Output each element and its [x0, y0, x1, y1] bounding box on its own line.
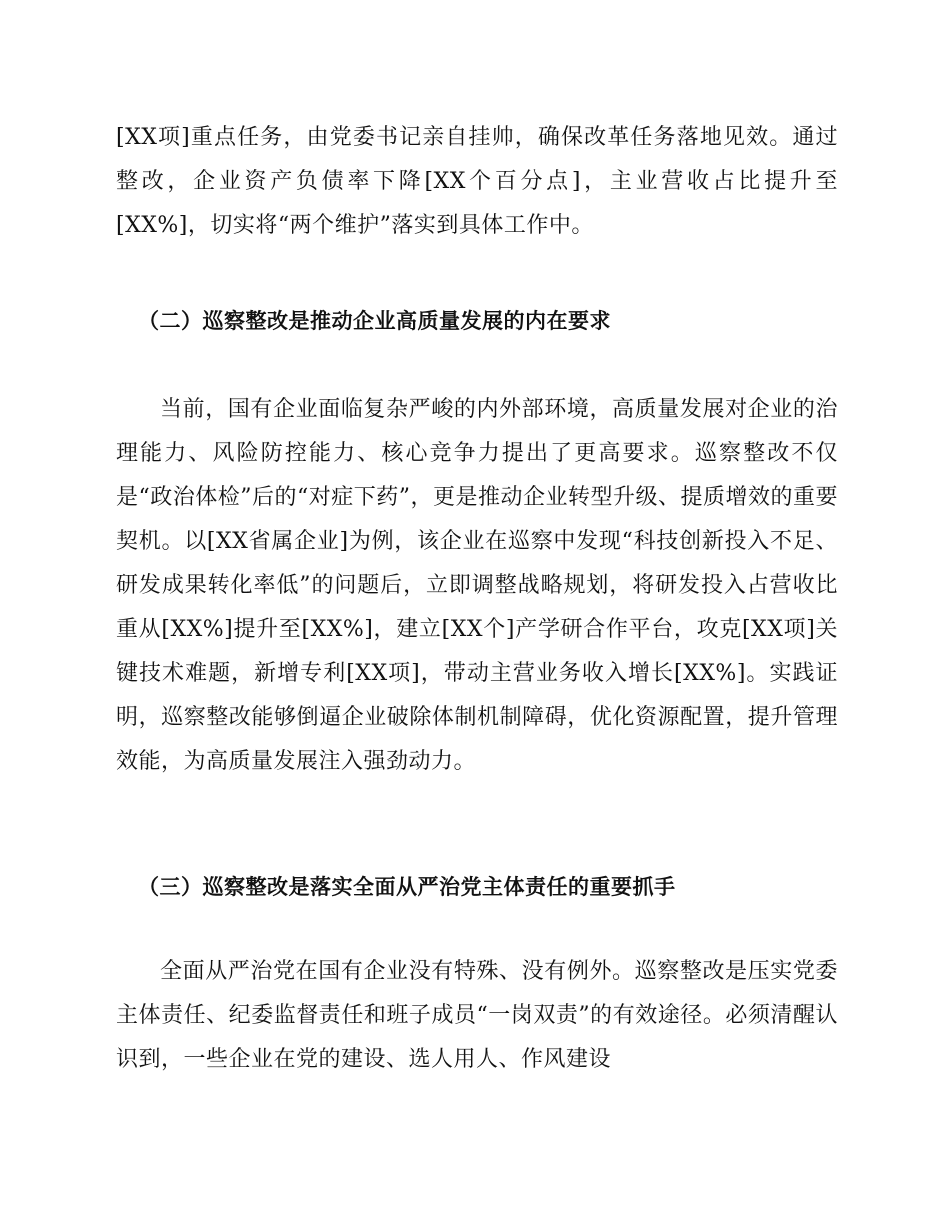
paragraph-section-3: 全面从严治党在国有企业没有特殊、没有例外。巡察整改是压实党委主体责任、纪委监督责任和班子成员“一岗双责”的有效途径。必须清醒认识到，一些企业在党的建设、选人用人、作风建设 — [116, 959, 838, 1072]
section-heading-3: （三）巡察整改是落实全面从严治党主体责任的重要抓手 — [138, 875, 676, 899]
paragraph-continuation: [XX项]重点任务，由党委书记亲自挂帅，确保改革任务落地见效。通过整改，企业资产负债率下降[XX个百分点]，主业营收占比提升至[XX%]，切实将“两个维护”落实到具体工作中。 — [116, 125, 838, 238]
paragraph-section-2: 当前，国有企业面临复杂严峻的内外部环境，高质量发展对企业的治理能力、风险防控能力、核心竞争力提出了更高要求。巡察整改不仅是“政治体检”后的“对症下药”，更是推动企业转型升级、提质增效的重要契机。以[XX省属企业]为例，该企业在巡察中发现“科技创新投入不足、研发成果转化率低”的问题后，立即调整战略规划，将研发投入占营收比重从[XX%]提升至[XX%]，建立[XX个]产学研合作平台，攻克[XX项]关键技术难题，新增专利[XX项]，带动主营业务收入增长[XX%]。实践证明，巡察整改能够倒逼企业破除体制机制障碍，优化资源配置，提升管理效能，为高质量发展注入强劲动力。 — [116, 397, 838, 774]
section-heading-2: （二）巡察整改是推动企业高质量发展的内在要求 — [138, 309, 611, 333]
